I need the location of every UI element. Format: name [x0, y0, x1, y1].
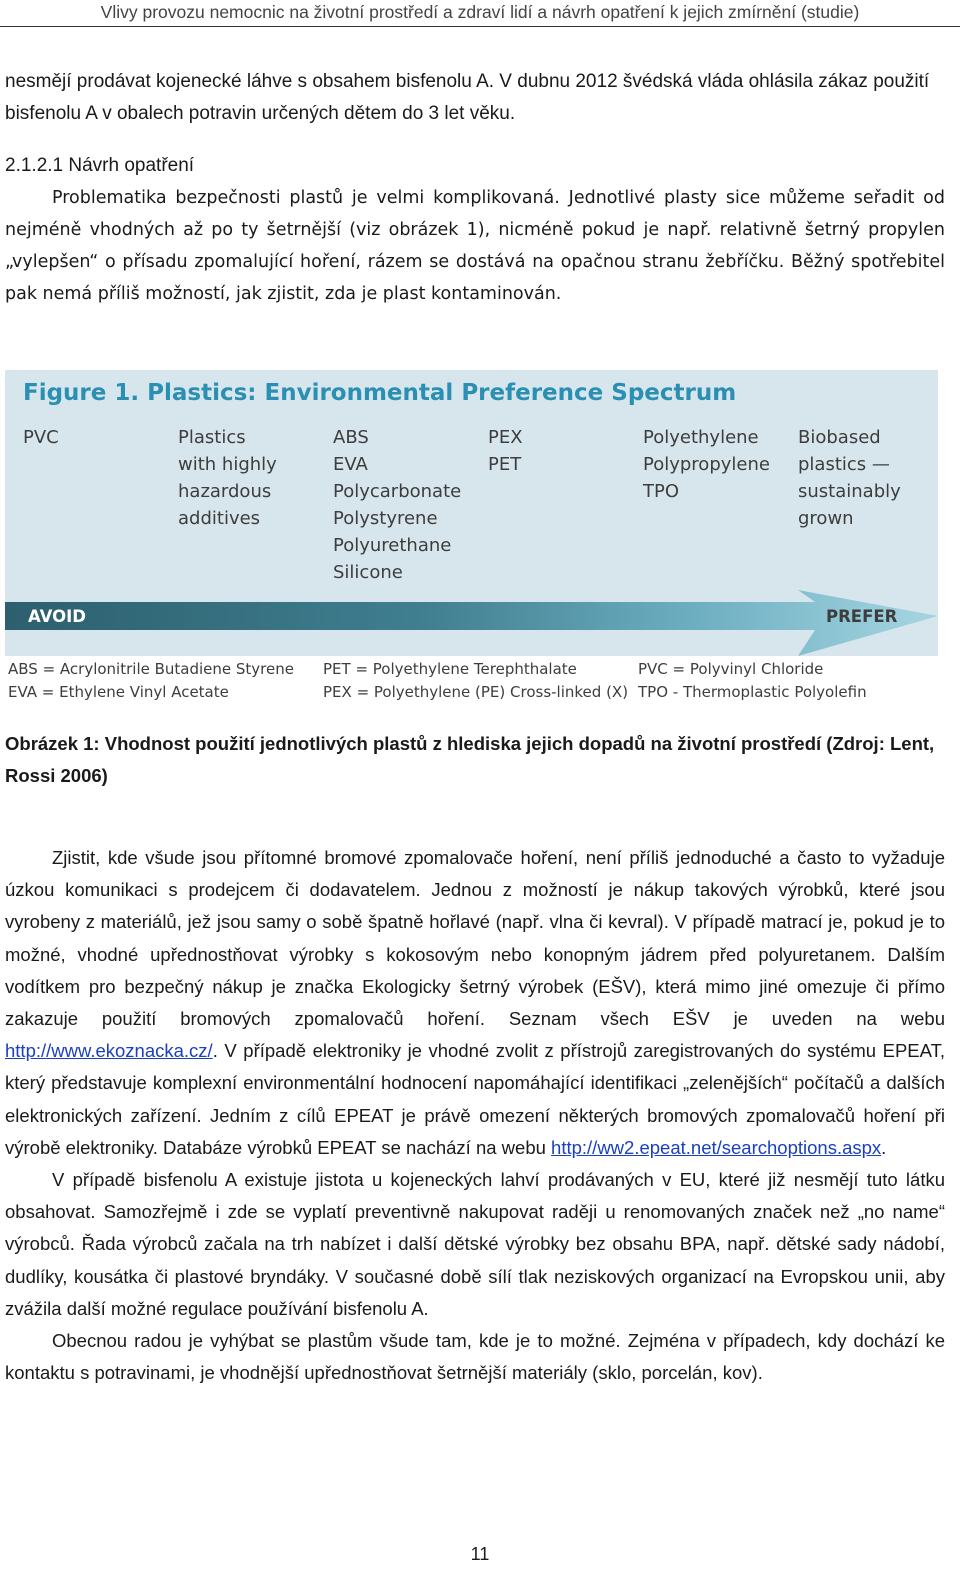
section-heading: 2.1.2.1 Návrh opatření — [5, 155, 195, 176]
body-text: Zjistit, kde všude jsou přítomné bromové zpomalovače hoření, není příliš jednoduché a často to vyžaduje úzkou komunikaci s prodejcem či dodavatelem. Jednou z možností je nákup takových výrobků, které jsou vyrobeny z materiálů, jež jsou samy o sobě špatně hořlavé (např. vlna či kevral). V případě matrací je, pokud je to možné, vhodné upřednostňovat výrobky s kokosovým nebo konopným jádrem před polyuretanem. Dalším vodítkem pro bezpečný nákup je značka Ekologicky šetrný výrobek (EŠV), která mimo jiné omezuje či přímo zakazuje použití bromových zpomalovačů hoření. Seznam všech EŠV je uveden na webu — [5, 847, 945, 1030]
figure-item: Polycarbonate — [333, 481, 462, 502]
figure-legend-2 — [323, 658, 628, 704]
figure-item: TPO — [643, 481, 680, 502]
figure-item: Plastics — [178, 427, 246, 448]
body-paragraph-1 — [5, 842, 945, 1164]
figure-item: Polystyrene — [333, 508, 438, 529]
page-number: 11 — [470, 1544, 490, 1564]
plastics-spectrum-figure — [5, 370, 938, 656]
figure-item: PVC — [23, 427, 59, 448]
legend-item: TPO - Thermoplastic Polyolefin — [638, 683, 867, 701]
figure-caption: Obrázek 1: Vhodnost použití jednotlivých plastů z hlediska jejich dopadů na životní prostředí (Zdroj: Lent, Rossi 2006) — [5, 733, 935, 786]
main-body — [5, 842, 945, 1389]
figure-item: Polyethylene — [643, 427, 759, 448]
figure-column-5 — [643, 424, 770, 505]
spectrum-arrow-icon — [5, 590, 938, 656]
figure-legend-1 — [8, 658, 294, 704]
legend-item: PET = Polyethylene Terephthalate — [323, 660, 577, 678]
body-paragraph-2: V případě bisfenolu A existuje jistota u kojeneckých lahví prodávaných v EU, které již nesmějí tuto látku obsahovat. Samozřejmě i zde se vyplatí preventivně nakupovat raději u renomovaných značek než „no name“ výrobců. Řada výrobců začala na trh nabízet i další dětské výrobky bez obsahu BPA, např. dětské sady nádobí, dudlíky, kousátka či plastové bryndáky. V současné době sílí tlak neziskových organizací na Evropskou unii, aby zvážila další možné regulace používání bisfenolu A. — [5, 1169, 945, 1319]
figure-column-3 — [333, 424, 461, 586]
figure-column-4 — [488, 424, 523, 478]
intro-paragraph: nesmějí prodávat kojenecké láhve s obsahem bisfenolu A. V dubnu 2012 švédská vláda ohlásila zákaz použití bisfenolu A v obalech potravin určených dětem do 3 let věku. — [5, 71, 930, 124]
figure-item: additives — [178, 508, 261, 529]
figure-item: sustainably — [798, 481, 901, 502]
figure-item: hazardous — [178, 481, 272, 502]
prefer-label: PREFER — [826, 607, 898, 626]
legend-item: PEX = Polyethylene (PE) Cross-linked (X) — [323, 683, 629, 701]
legend-item: EVA = Ethylene Vinyl Acetate — [8, 683, 229, 701]
epeat-link[interactable]: http://ww2.epeat.net/searchoptions.aspx — [551, 1136, 882, 1158]
figure-item: Polypropylene — [643, 454, 770, 475]
figure-item: Silicone — [333, 562, 403, 583]
legend-item: PVC = Polyvinyl Chloride — [638, 660, 824, 678]
figure-item: plastics — — [798, 454, 890, 475]
figure-item: PEX — [488, 427, 523, 448]
legend-item: ABS = Acrylonitrile Butadiene Styrene — [8, 660, 294, 678]
figure-item: Polyurethane — [333, 535, 452, 556]
figure-column-2 — [178, 424, 277, 532]
figure-column-6 — [798, 424, 901, 532]
body-paragraph-3: Obecnou radou je vyhýbat se plastům všude tam, kde je to možné. Zejména v případech, kdy dochází ke kontaktu s potravinami, je vhodnější upřednostňovat šetrnější materiály (sklo, porcelán, kov). — [5, 1330, 945, 1384]
ekoznacka-link[interactable]: http://www.ekoznacka.cz/ — [5, 1040, 213, 1062]
intro-paragraph-2: Problematika bezpečnosti plastů je velmi komplikovaná. Jednotlivé plasty sice můžeme seřadit od nejméně vhodných až po ty šetrnější (viz obrázek 1), nicméně pokud je např. relativně šetrný propylen „vylepšen“ o přísadu zpomalující hoření, rázem se dostává na opačnou stranu žebříčku. Běžný spotřebitel pak nemá příliš možností, jak zjistit, zda je plast kontaminován. — [5, 188, 945, 304]
figure-item: ABS — [333, 427, 369, 448]
avoid-label: AVOID — [28, 607, 86, 626]
body-text: . V případě elektroniky je vhodné zvolit z přístrojů zaregistrovaných do systému EPEAT, který představuje komplexní environmentální hodnocení napomáhající identifikaci „zelenějších“ počítačů a dalších elektronických zařízení. Jedním z cílů EPEAT je právě omezení některých bromových zpomalovačů hoření při výrobě elektroniky. Databáze výrobků EPEAT se nachází na webu — [5, 1040, 945, 1158]
figure-item: Biobased — [798, 427, 881, 448]
figure-item: EVA — [333, 454, 368, 475]
intro-section — [5, 66, 945, 310]
figure-legend-3 — [638, 658, 867, 704]
figure-item: with highly — [178, 454, 277, 475]
running-header: Vlivy provozu nemocnic na životní prostředí a zdraví lidí a návrh opatření k jejich zmírnění (studie) — [0, 0, 960, 27]
figure-item: grown — [798, 508, 854, 529]
figure-title: Figure 1. Plastics: Environmental Preference Spectrum — [23, 380, 737, 406]
figure-column-1 — [23, 424, 59, 451]
figure-item: PET — [488, 454, 522, 475]
body-text: . — [881, 1136, 887, 1158]
